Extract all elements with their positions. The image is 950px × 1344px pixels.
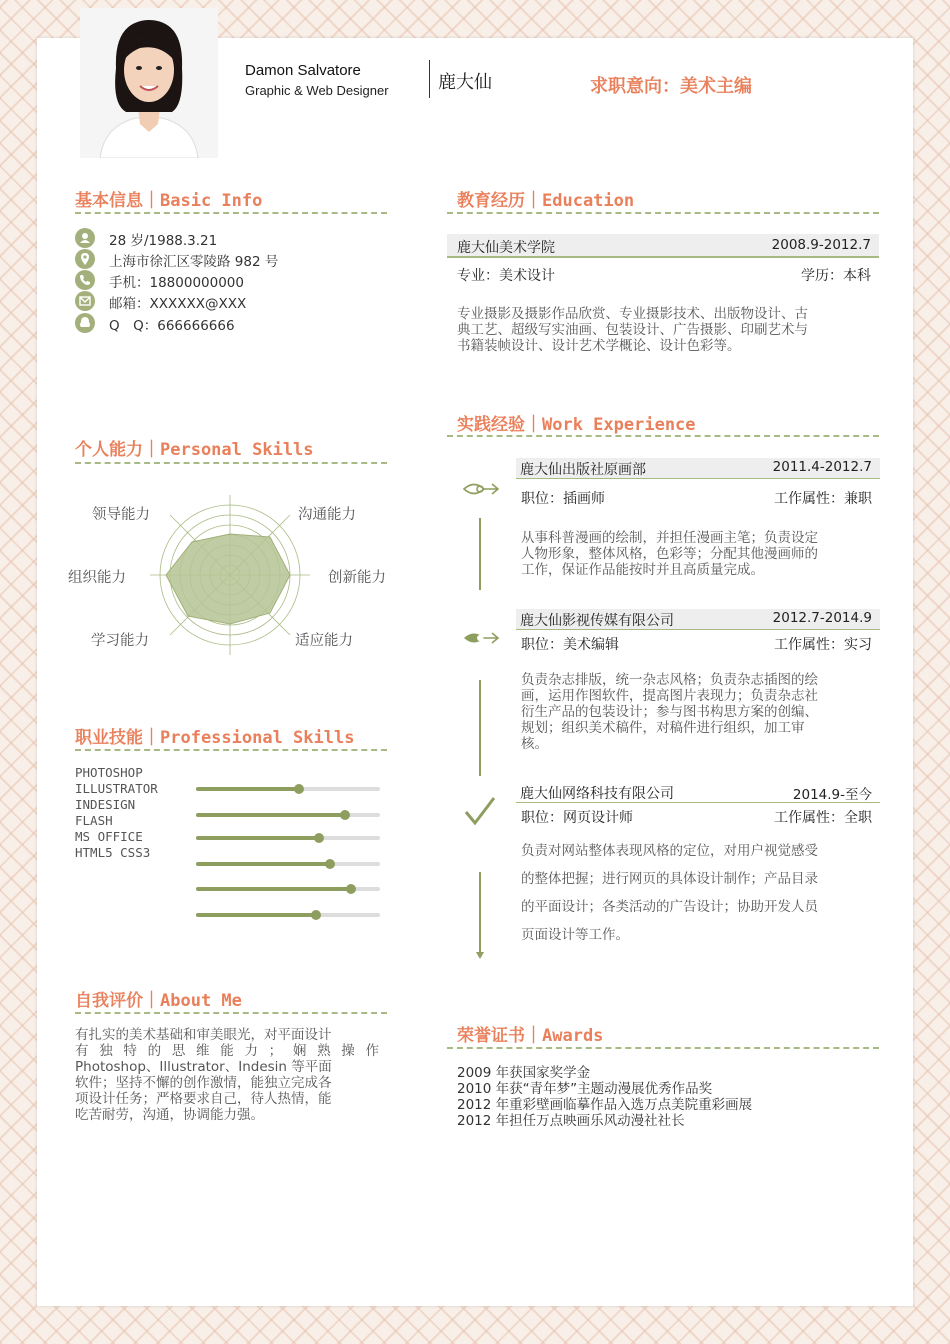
job-objective: 求职意向：美术主编 — [590, 76, 752, 97]
education-header — [447, 234, 879, 258]
basic-info-title: 基本信息｜Basic Info — [75, 191, 263, 211]
radar-label-communication: 沟通能力 — [298, 507, 356, 523]
user-icon — [75, 228, 95, 248]
job-type: 工作属性：兼职 — [774, 491, 872, 507]
pen-nib-icon — [462, 478, 500, 500]
skill-bar — [196, 813, 380, 817]
skill-bar-knob — [340, 810, 350, 820]
section-divider — [447, 1047, 879, 1049]
radar-label-innovation: 创新能力 — [328, 570, 386, 586]
skill-name: PHOTOSHOP — [75, 765, 143, 780]
timeline-line — [479, 518, 481, 590]
about-me-title: 自我评价｜About Me — [75, 991, 242, 1011]
header-divider — [429, 60, 430, 98]
info-address: 上海市徐汇区零陵路 982 号 — [109, 254, 279, 270]
education-title: 教育经历｜Education — [457, 191, 635, 211]
info-email: 邮箱：XXXXXX@XXX — [109, 296, 247, 312]
name-cn: 鹿大仙 — [438, 72, 492, 93]
section-title-en: Awards — [542, 1026, 604, 1046]
timeline-line — [479, 680, 481, 776]
section-title-en: Education — [542, 191, 635, 211]
radar-label-adaptability: 适应能力 — [295, 633, 353, 649]
title-en: Graphic & Web Designer — [245, 83, 389, 98]
phone-icon — [75, 270, 95, 290]
work-experience-title: 实践经验｜Work Experience — [457, 415, 696, 435]
major: 专业：美术设计 — [457, 268, 555, 284]
job-details — [521, 634, 872, 654]
award-item: 2012 年担任万点映画乐风动漫社社长 — [457, 1113, 685, 1129]
skill-bar — [196, 887, 380, 891]
skill-bar-knob — [346, 884, 356, 894]
section-divider — [75, 749, 387, 751]
info-phone: 手机：18800000000 — [109, 275, 244, 291]
info-row-email — [75, 291, 395, 311]
award-item: 2012 年重彩壁画临摹作品入选万点美院重彩画展 — [457, 1097, 753, 1113]
skill-name: ILLUSTRATOR — [75, 781, 158, 796]
job-details — [521, 807, 872, 827]
info-row-phone — [75, 270, 395, 290]
personal-skills-title: 个人能力｜Personal Skills — [75, 440, 314, 460]
section-title-cn: 职业技能 — [75, 728, 143, 748]
section-divider — [75, 1012, 387, 1014]
section-title-en: Basic Info — [160, 191, 263, 211]
school-name: 鹿大仙美术学院 — [457, 240, 555, 256]
award-item: 2009 年获国家奖学金 — [457, 1065, 591, 1081]
skill-name: INDESIGN — [75, 797, 136, 812]
skill-bar-knob — [311, 910, 321, 920]
skill-bar-fill — [196, 813, 345, 817]
award-item: 2010 年获“青年梦”主题动漫展优秀作品奖 — [457, 1081, 713, 1097]
radar-area — [166, 534, 290, 624]
section-title-cn: 自我评价 — [75, 991, 143, 1011]
radar-label-learning: 学习能力 — [91, 633, 149, 649]
section-title-en: Work Experience — [542, 415, 696, 435]
radar-label-leadership: 领导能力 — [92, 507, 150, 523]
education-details — [457, 265, 871, 285]
skill-bar-fill — [196, 836, 319, 840]
job-description: 负责杂志排版，统一杂志风格；负责杂志插图的绘 画，运用作图软件，提高图片表现力；负责杂志社 衍生产品的包装设计；参与图书构思方案的创编、 规划；组织美术稿件，对稿件进行组织，加工审 核。 — [521, 672, 818, 752]
job-period: 2011.4-2012.7 — [772, 459, 872, 475]
degree: 学历：本科 — [801, 268, 871, 284]
skill-bar — [196, 787, 380, 791]
company-name: 鹿大仙出版社原画部 — [520, 462, 646, 478]
job-period: 2014.9-至今 — [792, 787, 872, 803]
avatar-illustration — [80, 8, 218, 158]
company-name: 鹿大仙影视传媒有限公司 — [520, 613, 674, 629]
education-courses: 专业摄影及摄影作品欣赏、专业摄影技术、出版物设计、古 典工艺、超级写实油画、包装设计、广告摄影、印刷艺术与 书籍装帧设计、设计艺术学概论、设计色彩等。 — [457, 306, 808, 354]
section-title-cn: 实践经验 — [457, 415, 525, 435]
job-description: 从事科普漫画的绘制，并担任漫画主笔；负责设定 人物形象，整体风格，色彩等；分配其他漫画师的 工作，保证作品能按时并且高质量完成。 — [521, 530, 818, 578]
job-header — [516, 782, 880, 803]
info-row-age — [75, 228, 395, 248]
arrow-down-icon — [475, 950, 485, 960]
qq-icon — [75, 313, 95, 333]
profile-photo — [80, 8, 218, 158]
section-title-en: Personal Skills — [160, 440, 314, 460]
job-header — [516, 458, 880, 479]
skill-bar-knob — [294, 784, 304, 794]
pen-nib-filled-icon — [462, 627, 500, 649]
skill-name: FLASH — [75, 813, 113, 828]
job-header — [516, 609, 880, 630]
info-row-address — [75, 249, 395, 269]
timeline-line — [479, 872, 481, 952]
skill-bar-fill — [196, 862, 330, 866]
info-age: 28 岁/1988.3.21 — [109, 233, 218, 249]
section-divider — [447, 435, 879, 437]
skill-bar — [196, 913, 380, 917]
job-description: 负责对网站整体表现风格的定位，对用户视觉感受 的整体把握；进行网页的具体设计制作；产品目录 的平面设计；各类活动的广告设计；协助开发人员 页面设计等工作。 — [521, 843, 818, 943]
section-title-en: About Me — [160, 991, 242, 1011]
section-divider — [75, 212, 387, 214]
skill-bar — [196, 862, 380, 866]
job-period: 2012.7-2014.9 — [772, 610, 872, 626]
section-divider — [75, 462, 387, 464]
skill-bar — [196, 836, 380, 840]
section-title-cn: 荣誉证书 — [457, 1026, 525, 1046]
skills-radar-chart — [140, 490, 320, 660]
job-position: 职位：插画师 — [521, 491, 605, 507]
mail-icon — [75, 291, 95, 311]
job-details — [521, 488, 872, 508]
info-row-qq — [75, 313, 395, 333]
section-divider — [447, 212, 879, 214]
info-qq: Q Q：666666666 — [109, 318, 235, 334]
section-title-en: Professional Skills — [160, 728, 355, 748]
location-pin-icon — [75, 249, 95, 269]
section-title-cn: 教育经历 — [457, 191, 525, 211]
job-type: 工作属性：全职 — [774, 810, 872, 826]
skill-bar-fill — [196, 887, 351, 891]
radar-label-organization: 组织能力 — [68, 570, 126, 586]
job-position: 职位：网页设计师 — [521, 810, 633, 826]
awards-title: 荣誉证书｜Awards — [457, 1026, 604, 1046]
skill-bar-fill — [196, 787, 299, 791]
professional-skills-title: 职业技能｜Professional Skills — [75, 728, 355, 748]
checkmark-icon — [464, 796, 496, 826]
section-title-cn: 基本信息 — [75, 191, 143, 211]
name-en: Damon Salvatore — [245, 62, 361, 79]
job-position: 职位：美术编辑 — [521, 637, 619, 653]
education-period: 2008.9-2012.7 — [771, 237, 871, 253]
about-me-text: 有扎实的美术基础和审美眼光，对平面设计 有独特的思维能力；娴熟操作 Photoshop、Illustrator、Indesin 等平面 软件；坚持不懈的创作激情，能独立完成各 项设计任务；严格要求自己，待人热情，能 吃苦耐劳，沟通，协调能力强。 — [75, 1027, 379, 1123]
skill-name: MS OFFICE — [75, 829, 143, 844]
job-type: 工作属性：实习 — [774, 637, 872, 653]
skill-bar-fill — [196, 913, 316, 917]
company-name: 鹿大仙网络科技有限公司 — [520, 786, 674, 802]
skill-name: HTML5 CSS3 — [75, 845, 151, 860]
section-title-cn: 个人能力 — [75, 440, 143, 460]
